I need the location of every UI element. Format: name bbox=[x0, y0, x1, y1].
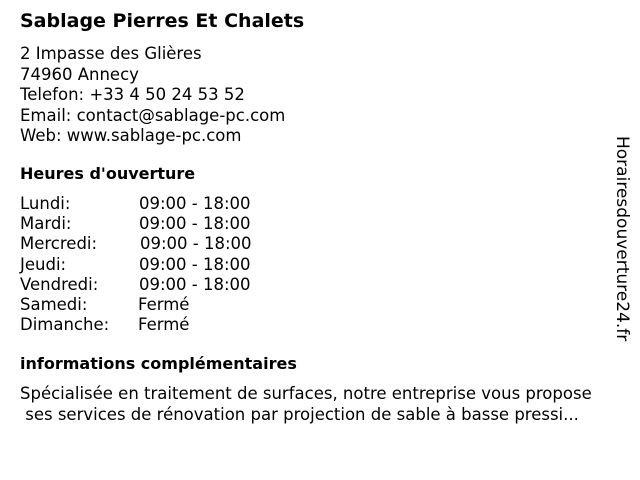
time-value: Fermé bbox=[138, 315, 190, 335]
business-name: Sablage Pierres Et Chalets bbox=[20, 10, 305, 32]
info-line-1: Spécialisée en traitement de surfaces, notre entreprise vous propose bbox=[20, 384, 592, 403]
hours-row-monday bbox=[20, 194, 320, 214]
hours-row-sunday bbox=[20, 315, 320, 335]
time-value: 09:00 - 18:00 bbox=[139, 254, 251, 274]
brand-watermark-text: Horairesdouverture24.fr bbox=[612, 136, 632, 342]
info-line-2: ses services de rénovation par projection de sable à basse pressi... bbox=[20, 404, 579, 424]
phone-line: Telefon: +33 4 50 24 53 52 bbox=[20, 85, 245, 104]
hours-row-friday bbox=[20, 275, 320, 295]
time-value: 09:00 - 18:00 bbox=[139, 194, 251, 213]
info-heading: informations complémentaires bbox=[20, 354, 297, 373]
address-city: 74960 Annecy bbox=[20, 64, 139, 84]
day-label: Vendredi: bbox=[20, 274, 99, 294]
day-label: Samedi: bbox=[20, 294, 88, 314]
time-value: 09:00 - 18:00 bbox=[139, 214, 251, 234]
email-line: Email: contact@sablage-pc.com bbox=[20, 105, 286, 125]
web-line: Web: www.sablage-pc.com bbox=[20, 126, 242, 145]
time-value: Fermé bbox=[138, 294, 190, 314]
hours-row-tuesday bbox=[20, 214, 320, 234]
info-description bbox=[20, 384, 620, 425]
day-label: Jeudi: bbox=[20, 254, 67, 274]
day-label: Mardi: bbox=[20, 214, 72, 234]
time-value: 09:00 - 18:00 bbox=[139, 274, 251, 294]
address-street: 2 Impasse des Glières bbox=[20, 44, 202, 63]
day-label: Dimanche: bbox=[20, 315, 110, 335]
hours-row-wednesday bbox=[20, 234, 320, 254]
contact-block bbox=[20, 44, 285, 147]
hours-row-saturday bbox=[20, 295, 320, 315]
opening-hours-table bbox=[20, 194, 320, 335]
day-label: Lundi: bbox=[20, 194, 71, 213]
hours-row-thursday bbox=[20, 255, 320, 275]
day-label: Mercredi: bbox=[20, 234, 98, 254]
hours-heading: Heures d'ouverture bbox=[20, 164, 196, 183]
time-value: 09:00 - 18:00 bbox=[140, 234, 252, 254]
